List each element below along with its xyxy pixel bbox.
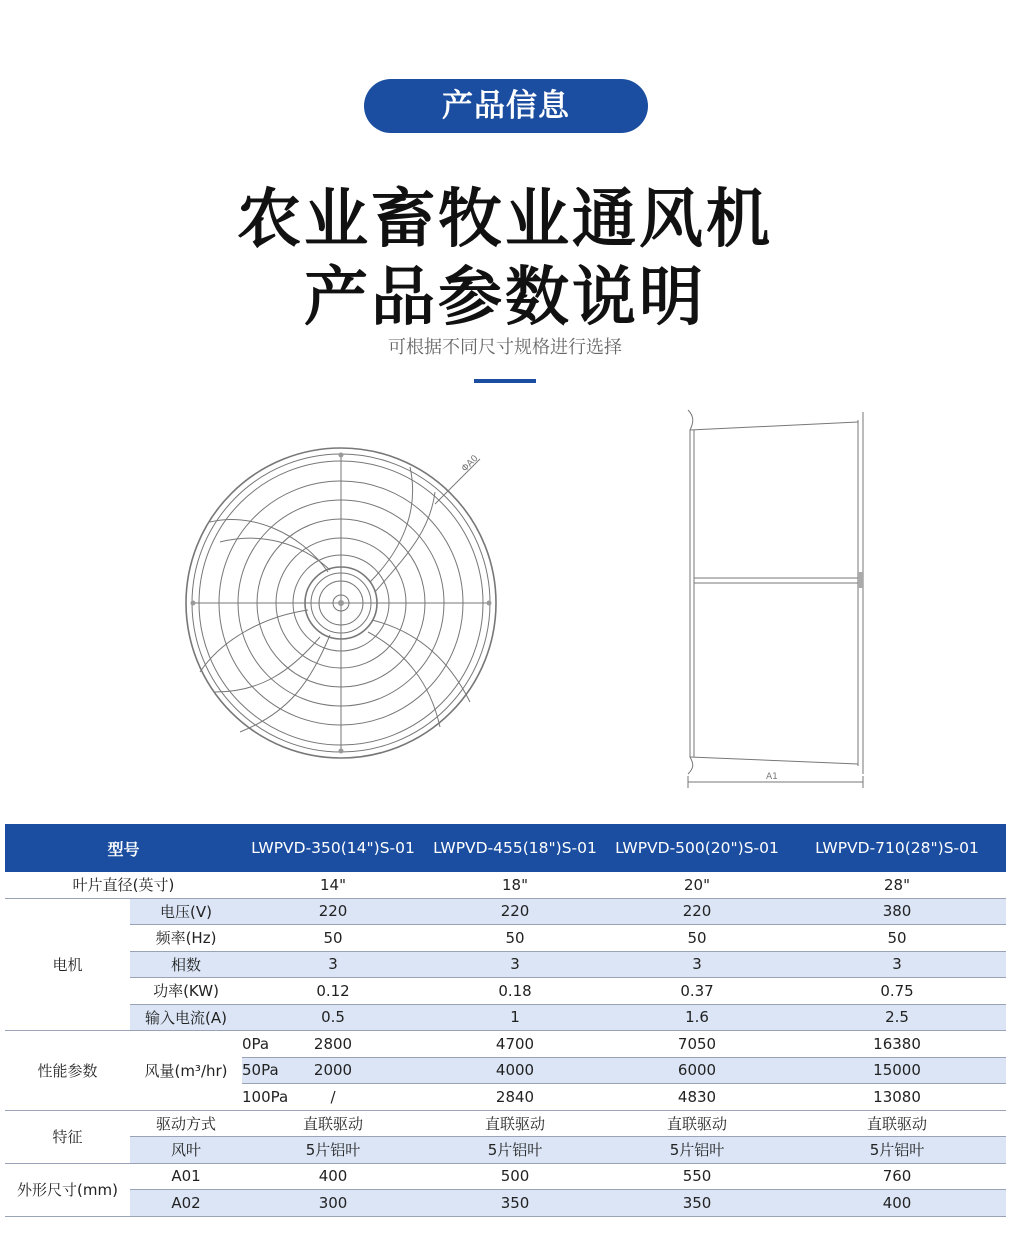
table-cell: 760	[788, 1163, 1006, 1190]
table-cell: 350	[424, 1190, 606, 1217]
table-row	[5, 925, 1006, 952]
model-header-cell: LWPVD-350(14")S-01	[242, 824, 424, 872]
table-row	[5, 1110, 1006, 1137]
page-title-line2: 产品参数说明	[304, 261, 706, 335]
table-cell: 5片铝叶	[424, 1137, 606, 1164]
table-cell: 0.5	[242, 1004, 424, 1031]
table-row: 100Pa / 2840 4830 13080	[5, 1084, 1006, 1111]
table-cell: 50	[242, 925, 424, 952]
table-cell: 18"	[424, 872, 606, 898]
table-cell: 500	[424, 1163, 606, 1190]
table-cell: 0.75	[788, 978, 1006, 1005]
table-cell: 1.6	[606, 1004, 788, 1031]
row-label: 输入电流(A)	[130, 1004, 242, 1031]
table-cell: 220	[242, 898, 424, 925]
side-dim-label: A1	[766, 772, 778, 782]
table-cell: 2840	[424, 1084, 606, 1111]
group-label: 外形尺寸(mm)	[5, 1163, 130, 1216]
row-label: 电压(V)	[130, 898, 242, 925]
table-row	[5, 1004, 1006, 1031]
table-cell: 28"	[788, 872, 1006, 898]
row-label: 功率(KW)	[130, 978, 242, 1005]
table-row	[5, 1190, 1006, 1217]
row-label: 叶片直径(英寸)	[5, 872, 242, 898]
table-cell: 5片铝叶	[606, 1137, 788, 1164]
table-cell: 2800	[242, 1031, 424, 1058]
table-cell: 3	[606, 951, 788, 978]
table-cell: 1	[424, 1004, 606, 1031]
table-cell: 0.37	[606, 978, 788, 1005]
table-cell: 4830	[606, 1084, 788, 1111]
table-cell: 2.5	[788, 1004, 1006, 1031]
fan-front-view-drawing	[180, 442, 502, 764]
table-row	[5, 951, 1006, 978]
table-row	[5, 898, 1006, 925]
table-cell: 400	[788, 1190, 1006, 1217]
front-dim-label: ΦA0	[460, 453, 481, 475]
table-cell: 直联驱动	[606, 1110, 788, 1137]
row-label: A01	[130, 1163, 242, 1190]
model-header-cell: LWPVD-710(28")S-01	[788, 824, 1006, 872]
airflow-label: 风量(m³/hr)	[130, 1031, 242, 1111]
table-cell: /	[242, 1084, 424, 1111]
table-row	[5, 978, 1006, 1005]
table-cell: 4000	[424, 1057, 606, 1084]
title-divider	[474, 379, 536, 383]
table-cell: 5片铝叶	[242, 1137, 424, 1164]
table-row: 性能参数 风量(m³/hr) 0Pa 2800 4700 7050 16380	[5, 1031, 1006, 1058]
model-header-cell: LWPVD-455(18")S-01	[424, 824, 606, 872]
row-label: 相数	[130, 951, 242, 978]
table-cell: 300	[242, 1190, 424, 1217]
table-cell: 50	[788, 925, 1006, 952]
table-cell: 380	[788, 898, 1006, 925]
row-label: 频率(Hz)	[130, 925, 242, 952]
table-cell: 4700	[424, 1031, 606, 1058]
table-cell: 直联驱动	[788, 1110, 1006, 1137]
table-row	[5, 1137, 1006, 1164]
row-label: 风叶	[130, 1137, 242, 1164]
group-label: 电机	[5, 898, 130, 1031]
table-cell: 50	[424, 925, 606, 952]
table-row	[5, 872, 1006, 898]
table-cell: 3	[242, 951, 424, 978]
table-header-row	[5, 824, 1006, 872]
table-cell: 16380	[788, 1031, 1006, 1058]
table-cell: 20"	[606, 872, 788, 898]
page-subtitle: 可根据不同尺寸规格进行选择	[388, 337, 622, 358]
model-header-label: 型号	[5, 824, 242, 872]
row-label: A02	[130, 1190, 242, 1217]
table-cell: 13080	[788, 1084, 1006, 1111]
table-cell: 220	[424, 898, 606, 925]
page-title-line1: 农业畜牧业通风机	[237, 183, 773, 257]
table-cell: 50	[606, 925, 788, 952]
table-cell: 3	[424, 951, 606, 978]
model-header-cell: LWPVD-500(20")S-01	[606, 824, 788, 872]
table-cell: 220	[606, 898, 788, 925]
section-pill: 产品信息	[364, 79, 648, 133]
table-cell: 550	[606, 1163, 788, 1190]
table-cell: 400	[242, 1163, 424, 1190]
table-cell: 350	[606, 1190, 788, 1217]
table-cell: 3	[788, 951, 1006, 978]
table-cell: 直联驱动	[424, 1110, 606, 1137]
group-label: 性能参数	[5, 1031, 130, 1111]
table-cell: 5片铝叶	[788, 1137, 1006, 1164]
table-cell: 14"	[242, 872, 424, 898]
table-cell: 0.18	[424, 978, 606, 1005]
row-label: 驱动方式	[130, 1110, 242, 1137]
fan-side-view-drawing	[680, 402, 870, 792]
group-label: 特征	[5, 1110, 130, 1163]
table-cell: 2000	[242, 1057, 424, 1084]
table-cell: 6000	[606, 1057, 788, 1084]
table-cell: 7050	[606, 1031, 788, 1058]
table-cell: 直联驱动	[242, 1110, 424, 1137]
table-cell: 15000	[788, 1057, 1006, 1084]
table-cell: 0.12	[242, 978, 424, 1005]
table-row	[5, 1163, 1006, 1190]
specs-table	[5, 824, 1006, 1217]
